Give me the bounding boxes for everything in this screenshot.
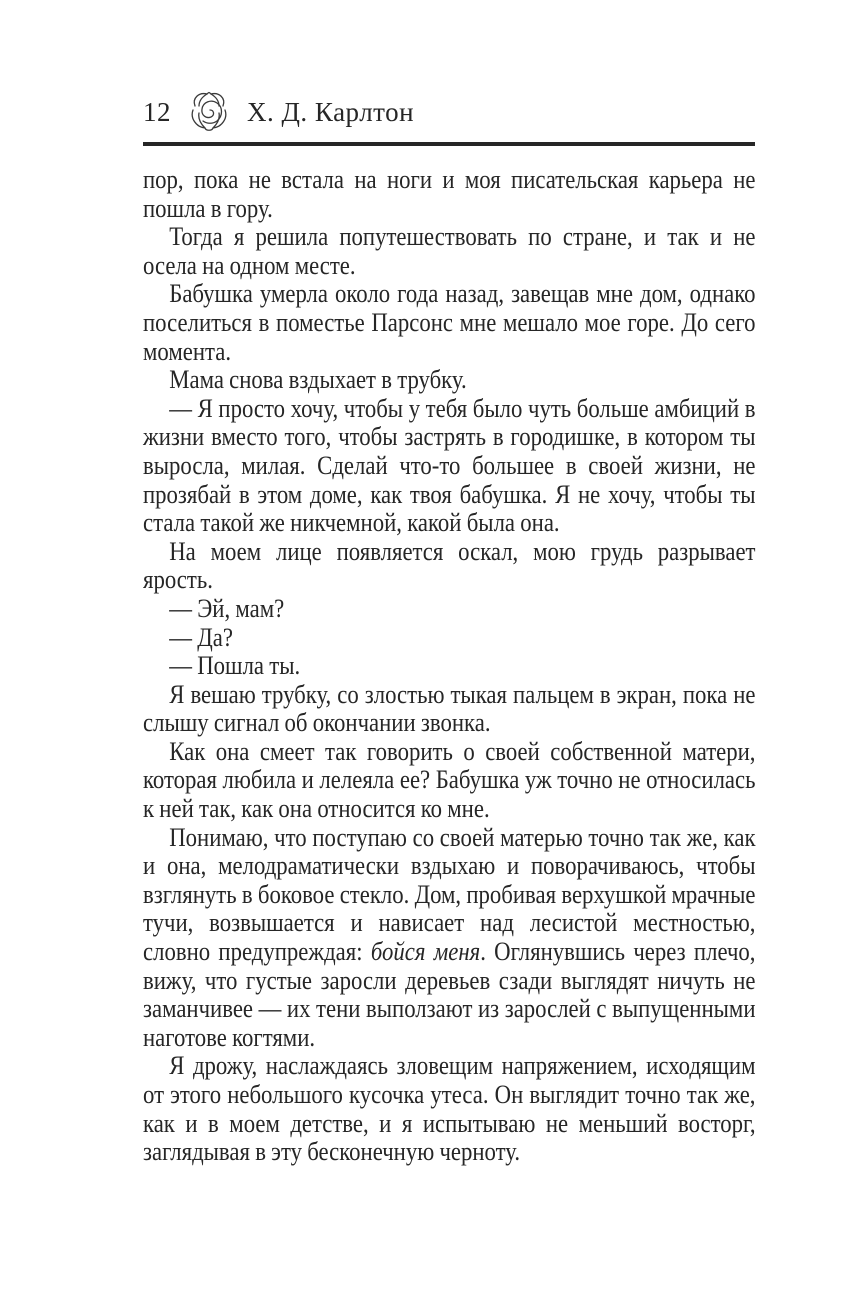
paragraph: Мама снова вздыхает в трубку.: [169, 365, 467, 395]
running-header: [143, 90, 755, 134]
page-number: 12: [143, 96, 171, 127]
paragraph-dialogue: — Пошла ты.: [169, 651, 301, 681]
paragraph: Тогда я решила попутешествовать по стране, и так и не осела на одном месте.: [143, 222, 756, 280]
paragraph-dialogue: — Эй, мам?: [169, 593, 285, 623]
paragraph: На моем лице появляется оскал, мою грудь разрывает ярость.: [143, 536, 756, 595]
paragraph: Я вешаю трубку, со злостью тыкая пальцем в экран, пока не слышу сигнал об окончании звонка.: [143, 679, 756, 738]
paragraph-text: Понимаю, что поступаю со своей матерью точно так же, как и она, мелодраматически вздыхаю и поворачиваюсь, чтобы взглянуть в боковое стекло. Дом, пробивая верхушкой мрачные тучи, возвышается и нависает над лесистой местностью, словно предупреждая:: [143, 822, 756, 967]
author-running-title: Х. Д. Карлтон: [247, 96, 415, 127]
header-divider: [143, 142, 755, 146]
paragraph-dialogue: — Да?: [169, 622, 233, 652]
rose-icon: [186, 88, 232, 134]
paragraph: Я дрожу, наслаждаясь зловещим напряжением, исходящим от этого небольшого кусочка утеса. Он выглядит точно так же, как и в моем детстве, и я испытываю не меньший восторг, заглядывая в эту бесконечную черноту.: [143, 1051, 756, 1167]
paragraph-text: . Оглянувшись через плечо, вижу, что густые заросли деревьев сзади выглядят ничуть не заманчивее — их тени выползают из зарослей с выпущенными наготове когтями.: [143, 937, 756, 1052]
paragraph: Как она смеет так говорить о своей собственной матери, которая любила и лелеяла ее? Бабушка уж точно не относилась к ней так, как она относится ко мне.: [143, 736, 756, 824]
paragraph: Бабушка умерла около года назад, завещав мне дом, однако поселиться в поместье Парсонс мне мешало мое горе. До сего момента.: [143, 279, 756, 366]
italic-phrase: бойся меня: [370, 937, 481, 967]
paragraph: пор, пока не встала на ноги и моя писательская карьера не пошла в гору.: [143, 165, 756, 223]
page-body-text: [143, 166, 756, 1167]
paragraph: [143, 824, 756, 1053]
paragraph-dialogue: — Я просто хочу, чтобы у тебя было чуть больше амбиций в жизни вместо того, чтобы застрять в городишке, в котором ты выросла, милая. Сделай что-то большее в своей жизни, не прозябай в этом доме, как твоя бабушка. Я не хочу, чтобы ты стала такой же никчемной, какой была она.: [143, 393, 756, 538]
